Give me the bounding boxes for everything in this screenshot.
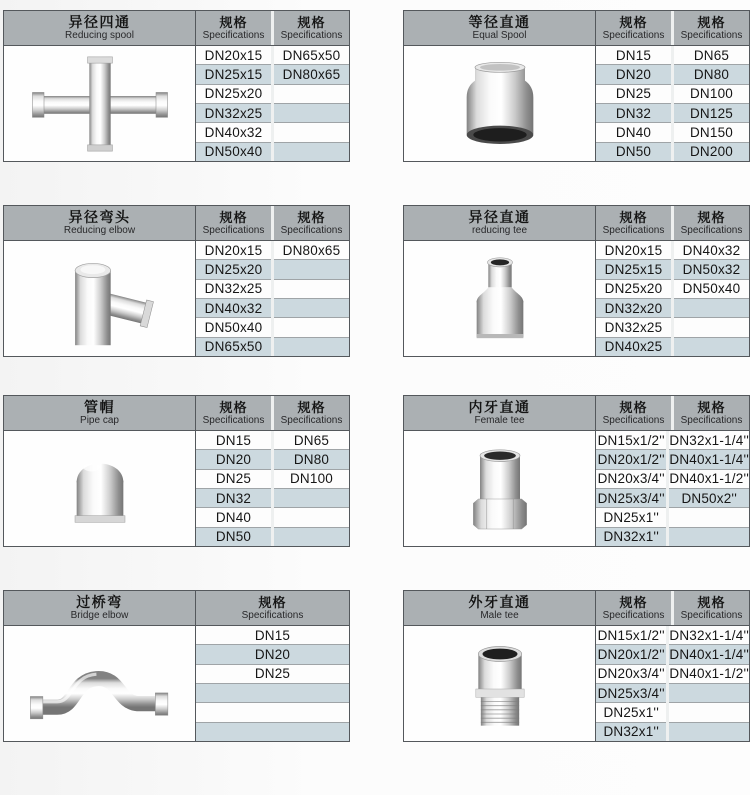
spec-cell: DN15x1/2'' — [597, 432, 665, 448]
spec-column-1 — [596, 241, 671, 356]
spec-cell: DN100 — [274, 469, 349, 488]
spec-cell: DN32 — [196, 488, 271, 507]
spec-cell — [669, 702, 749, 721]
spec-cell: DN25x20 — [596, 279, 671, 298]
spec-cell: DN25x1'' — [596, 507, 666, 526]
spec-column-2 — [271, 46, 349, 161]
spec-cell: DN125 — [674, 103, 749, 122]
spec-cell: DN32 — [596, 103, 671, 122]
product-title-en: Bridge elbow — [70, 610, 129, 621]
spec-header-en: Specifications — [202, 415, 265, 426]
spec-cell: DN65 — [274, 431, 349, 449]
spec-cell: DN25x20 — [196, 84, 271, 103]
spec-cell: DN80 — [674, 64, 749, 83]
spec-cell — [274, 488, 349, 507]
spec-header-cn: 规格 — [258, 595, 287, 610]
spec-header-en: Specifications — [280, 225, 343, 236]
product-title-en: Reducing spool — [65, 30, 134, 41]
product-title-cn: 等径直通 — [468, 14, 531, 30]
bridge-elbow-image — [15, 634, 185, 734]
spec-cell: DN32x1-1/4'' — [669, 627, 749, 643]
male-tee-image — [425, 632, 575, 736]
spec-header-cn: 规格 — [619, 210, 648, 225]
spec-cell: DN50 — [596, 142, 671, 161]
spec-cell — [674, 337, 749, 356]
spec-cell: DN50x40 — [196, 317, 271, 336]
spec-header-en: Specifications — [680, 610, 743, 621]
product-title-cn: 外牙直通 — [468, 594, 531, 610]
spec-cell: DN32x25 — [196, 103, 271, 122]
spec-column-1 — [596, 431, 666, 546]
spec-cell — [196, 683, 349, 702]
spec-header-2 — [671, 396, 749, 430]
spec-header-2 — [271, 396, 349, 430]
card-header — [4, 206, 349, 241]
spec-cell — [196, 702, 349, 721]
product-photo-cell — [4, 626, 196, 741]
spec-cell — [274, 337, 349, 356]
card-header — [404, 206, 749, 241]
spec-cell: DN25x20 — [196, 259, 271, 278]
spec-cell: DN50x40 — [196, 142, 271, 161]
female-tee-image — [425, 437, 575, 541]
product-photo-cell — [404, 431, 596, 546]
spec-header-cn: 规格 — [697, 210, 726, 225]
spec-cell: DN20x15 — [596, 241, 671, 259]
spec-header-cn: 规格 — [697, 400, 726, 415]
product-title-en: Equal Spool — [472, 30, 527, 41]
spec-header-cn: 规格 — [219, 400, 248, 415]
product-card-reducing-elbow — [3, 205, 350, 357]
spec-header-cn: 规格 — [297, 400, 326, 415]
product-photo-cell — [4, 46, 196, 161]
card-header — [4, 591, 349, 626]
spec-cell — [274, 142, 349, 161]
spec-column-2 — [271, 241, 349, 356]
spec-header-cn: 规格 — [219, 15, 248, 30]
spec-cell: DN20x3/4'' — [596, 664, 666, 683]
spec-cell — [274, 507, 349, 526]
product-card-reducing-tee — [403, 205, 750, 357]
spec-header-cn: 规格 — [619, 400, 648, 415]
spec-cell: DN65x50 — [196, 337, 271, 356]
spec-cell — [669, 683, 749, 702]
spec-cell: DN40x1-1/2'' — [669, 664, 749, 683]
spec-header-cn: 规格 — [697, 595, 726, 610]
spec-cell: DN32x1'' — [596, 722, 666, 741]
reducing-tee-image — [425, 247, 575, 351]
spec-header-en: Specifications — [602, 225, 665, 236]
spec-cell: DN80x65 — [274, 241, 349, 259]
product-title-en: Male tee — [480, 610, 519, 621]
product-title-cn: 过桥弯 — [76, 594, 123, 610]
spec-table-body — [4, 241, 349, 356]
spec-cell: DN20x3/4'' — [596, 469, 666, 488]
spec-cell: DN100 — [674, 84, 749, 103]
spec-cell: DN20 — [196, 449, 271, 468]
spec-cell — [196, 722, 349, 741]
product-title — [404, 591, 596, 625]
product-title — [404, 11, 596, 45]
spec-cell: DN20 — [596, 64, 671, 83]
product-card-male-tee — [403, 590, 750, 742]
spec-header-1 — [596, 396, 671, 430]
spec-table-body — [404, 241, 749, 356]
spec-cell: DN40x1-1/2'' — [669, 469, 749, 488]
product-title-cn: 异径四通 — [68, 14, 131, 30]
spec-header-en: Specifications — [202, 30, 265, 41]
spec-cell — [274, 298, 349, 317]
spec-cell: DN50 — [196, 527, 271, 546]
spec-header-en: Specifications — [602, 610, 665, 621]
product-photo-cell — [404, 46, 596, 161]
spec-cell — [274, 103, 349, 122]
spec-cell: DN40x1-1/4'' — [669, 644, 749, 663]
spec-header-en: Specifications — [280, 415, 343, 426]
spec-cell: DN50x2'' — [669, 488, 749, 507]
spec-cell: DN50x40 — [674, 279, 749, 298]
product-title-cn: 异径直通 — [468, 209, 531, 225]
spec-cell: DN40x32 — [674, 241, 749, 259]
spec-cell — [674, 298, 749, 317]
spec-header-en: Specifications — [280, 30, 343, 41]
spec-cell: DN32x25 — [196, 279, 271, 298]
spec-cell: DN25x15 — [196, 64, 271, 83]
product-card-bridge-elbow — [3, 590, 350, 742]
spec-cell — [669, 722, 749, 741]
product-title — [4, 396, 196, 430]
spec-cell — [669, 527, 749, 546]
spec-cell: DN25x3/4'' — [596, 683, 666, 702]
product-photo-cell — [4, 241, 196, 356]
spec-cell: DN25x1'' — [596, 702, 666, 721]
spec-cell: DN65x50 — [274, 46, 349, 64]
spec-header-1 — [196, 11, 271, 45]
spec-cell — [274, 84, 349, 103]
spec-column-2 — [671, 46, 749, 161]
spec-cell — [274, 317, 349, 336]
spec-column-1 — [196, 46, 271, 161]
spec-header-1 — [596, 206, 671, 240]
spec-cell: DN20 — [196, 644, 349, 663]
spec-cell: DN32x1'' — [596, 527, 666, 546]
spec-cell: DN32x25 — [596, 317, 671, 336]
card-header — [4, 396, 349, 431]
spec-column-2 — [666, 431, 749, 546]
spec-cell: DN25 — [196, 664, 349, 683]
spec-table-body — [4, 46, 349, 161]
equal-spool-image — [425, 52, 575, 156]
spec-table-body — [404, 626, 749, 741]
card-header — [404, 396, 749, 431]
spec-column-1 — [596, 46, 671, 161]
spec-header-1 — [596, 11, 671, 45]
spec-header-1 — [196, 591, 349, 625]
spec-header-2 — [671, 11, 749, 45]
spec-header-2 — [271, 11, 349, 45]
spec-table-body — [4, 626, 349, 741]
spec-header-cn: 规格 — [619, 595, 648, 610]
spec-cell — [669, 507, 749, 526]
spec-column-1 — [196, 241, 271, 356]
spec-table-body — [404, 431, 749, 546]
product-title-cn: 内牙直通 — [468, 399, 531, 415]
spec-cell: DN25 — [596, 84, 671, 103]
pipe-cap-image — [25, 437, 175, 541]
spec-header-cn: 规格 — [297, 210, 326, 225]
spec-cell: DN15 — [196, 431, 271, 449]
spec-cell: DN150 — [674, 122, 749, 141]
product-photo-cell — [4, 431, 196, 546]
product-card-equal-spool — [403, 10, 750, 162]
spec-column-1 — [196, 626, 349, 741]
spec-column-2 — [671, 241, 749, 356]
product-title — [4, 591, 196, 625]
spec-cell: DN40x32 — [196, 122, 271, 141]
spec-cell: DN20x1/2'' — [596, 644, 666, 663]
spec-cell: DN80x65 — [274, 64, 349, 83]
product-title-en: Pipe cap — [80, 415, 119, 426]
reducing-spool-image — [20, 54, 180, 154]
spec-cell: DN15 — [196, 626, 349, 644]
spec-cell: DN40 — [196, 507, 271, 526]
spec-cell: DN40x32 — [196, 298, 271, 317]
spec-column-2 — [666, 626, 749, 741]
spec-cell: DN40 — [596, 122, 671, 141]
spec-cell — [274, 279, 349, 298]
spec-cell: DN200 — [674, 142, 749, 161]
product-title-en: reducing tee — [471, 225, 528, 236]
product-title — [4, 206, 196, 240]
spec-cell: DN20x1/2'' — [596, 449, 666, 468]
spec-header-cn: 规格 — [297, 15, 326, 30]
spec-cell: DN20x15 — [196, 241, 271, 259]
product-title-en: Reducing elbow — [63, 225, 136, 236]
spec-header-en: Specifications — [680, 225, 743, 236]
spec-cell: DN40x25 — [596, 337, 671, 356]
spec-header-2 — [271, 206, 349, 240]
spec-header-cn: 规格 — [219, 210, 248, 225]
product-title — [4, 11, 196, 45]
spec-header-en: Specifications — [602, 415, 665, 426]
spec-cell: DN50x32 — [674, 259, 749, 278]
spec-header-en: Specifications — [202, 225, 265, 236]
spec-header-en: Specifications — [680, 415, 743, 426]
spec-header-en: Specifications — [241, 610, 304, 621]
spec-header-1 — [596, 591, 671, 625]
reducing-elbow-image — [20, 247, 180, 351]
card-header — [4, 11, 349, 46]
spec-cell: DN25 — [196, 469, 271, 488]
spec-header-en: Specifications — [602, 30, 665, 41]
spec-cell: DN80 — [274, 449, 349, 468]
card-header — [404, 11, 749, 46]
spec-header-cn: 规格 — [619, 15, 648, 30]
product-title — [404, 396, 596, 430]
spec-cell: DN32x20 — [596, 298, 671, 317]
spec-column-1 — [596, 626, 666, 741]
spec-table-body — [404, 46, 749, 161]
spec-header-2 — [671, 591, 749, 625]
spec-header-cn: 规格 — [697, 15, 726, 30]
spec-cell: DN15x1/2'' — [597, 627, 665, 643]
spec-cell — [274, 259, 349, 278]
spec-cell — [674, 317, 749, 336]
card-header — [404, 591, 749, 626]
product-card-female-tee — [403, 395, 750, 547]
product-title-cn: 管帽 — [84, 399, 115, 415]
product-photo-cell — [404, 626, 596, 741]
spec-cell — [274, 122, 349, 141]
product-card-reducing-spool — [3, 10, 350, 162]
spec-cell: DN25x3/4'' — [596, 488, 666, 507]
product-title-en: Female tee — [474, 415, 525, 426]
product-card-pipe-cap — [3, 395, 350, 547]
product-photo-cell — [404, 241, 596, 356]
spec-cell: DN25x15 — [596, 259, 671, 278]
spec-cell: DN32x1-1/4'' — [669, 432, 749, 448]
spec-table-body — [4, 431, 349, 546]
spec-cell: DN65 — [674, 46, 749, 64]
spec-cell: DN40x1-1/4'' — [669, 449, 749, 468]
product-title-cn: 异径弯头 — [68, 209, 131, 225]
product-title — [404, 206, 596, 240]
spec-cell: DN15 — [596, 46, 671, 64]
spec-column-1 — [196, 431, 271, 546]
spec-header-1 — [196, 396, 271, 430]
spec-header-1 — [196, 206, 271, 240]
spec-cell: DN20x15 — [196, 46, 271, 64]
spec-cell — [274, 527, 349, 546]
spec-column-2 — [271, 431, 349, 546]
spec-header-2 — [671, 206, 749, 240]
spec-header-en: Specifications — [680, 30, 743, 41]
